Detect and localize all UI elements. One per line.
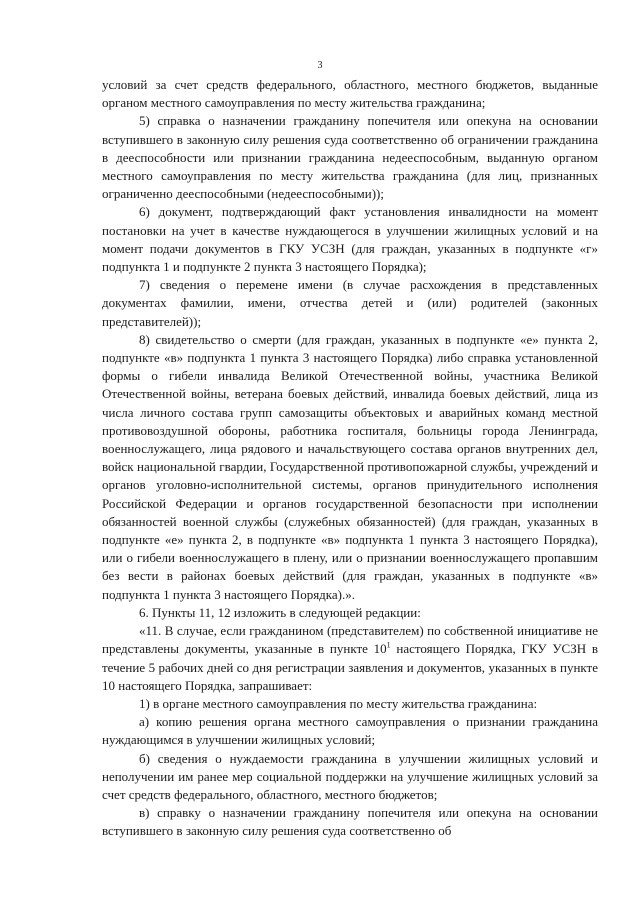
paragraph-subitem-1: 1) в органе местного самоуправления по месту жительства гражданина:: [139, 695, 538, 711]
paragraph-point-11: [102, 622, 598, 695]
paragraph-subitem-a: а) копию решения органа местного самоуправления о признании гражданина нуждающимся в улучшении жилищных условий;: [102, 714, 598, 748]
paragraph-item-7: 7) сведения о перемене имени (в случае расхождения в представленных документах фамилии, имени, отчества детей и (или) родителей (законных представителей));: [102, 277, 598, 329]
document-body: [102, 76, 598, 841]
page-number: 3: [317, 60, 323, 71]
paragraph-point-11-part-2: настоящего Порядка, ГКУ УСЗН в течение 5 рабочих дней со дня регистрации заявления и документов, указанных в пункте 10 настоящего Порядка, запрашивает:: [102, 641, 598, 693]
paragraph-continuation: условий за счет средств федерального, областного, местного бюджетов, выданные органом местного самоуправления по месту жительства гражданина;: [102, 77, 598, 111]
superscript: 1: [386, 640, 391, 650]
paragraph-point-11-part-1: «11. В случае, если гражданином (представителем) по собственной инициативе не представлены документы, указанные в пункте 10: [102, 623, 598, 657]
paragraph-subitem-v: в) справку о назначении гражданину попечителя или опекуна на основании вступившего в законную силу решения суда соответственно об: [102, 805, 598, 839]
paragraph-item-6: 6) документ, подтверждающий факт установления инвалидности на момент постановки на учет в качестве нуждающегося в улучшении жилищных условий и на момент подачи документов в ГКУ УСЗН (для граждан, указанных в подпункте «г» подпункта 1 и подпункте 2 пункта 3 настоящего Порядка);: [102, 204, 598, 275]
paragraph-item-5: 5) справка о назначении гражданину попечителя или опекуна на основании вступившего в законную силу решения суда соответственно об ограничении гражданина в дееспособности или признании гражданина недееспособным, выданную органом местного самоуправления по месту жительства гражданина (для лиц, признанных ограниченно дееспособными (недееспособными));: [102, 113, 598, 202]
paragraph-subitem-b: б) сведения о нуждаемости гражданина в улучшении жилищных условий и неполучении им ранее мер социальной поддержки на улучшение жилищных условий за счет средств федерального, областного, местного бюджетов;: [102, 750, 598, 802]
paragraph-point-6: 6. Пункты 11, 12 изложить в следующей редакции:: [139, 604, 421, 620]
paragraph-item-8: 8) свидетельство о смерти (для граждан, указанных в подпункте «е» пункта 2, подпункте «в» подпункта 1 пункта 3 настоящего Порядка) либо справка установленной формы о гибели инвалида Великой Отечественной войны, участника Великой Отечественной войны, ветерана боевых действий, инвалида боевых действий, лица из числа личного состава групп самозащиты объектовых и аварийных команд местной противовоздушной обороны, работника госпиталя, больницы города Ленинграда, военнослужащего, лица рядового и начальствующего состава органов внутренних дел, войск национальной гвардии, Государственной противопожарной службы, учреждений и органов уголовно-исполнительной системы, органов принудительного исполнения Российской Федерации и органов государственной безопасности при исполнении обязанностей военной службы (служебных обязанностей) (для граждан, указанных в подпункте «е» пункта 2, в подпункте «в» подпункта 1 пункта 3 настоящего Порядка), или о гибели военнослужащего в плену, или о признании военнослужащего пропавшим без вести в районах боевых действий (для граждан, указанных в подпункте «в» подпункта 1 пункта 3 настоящего Порядка).».: [102, 331, 598, 602]
